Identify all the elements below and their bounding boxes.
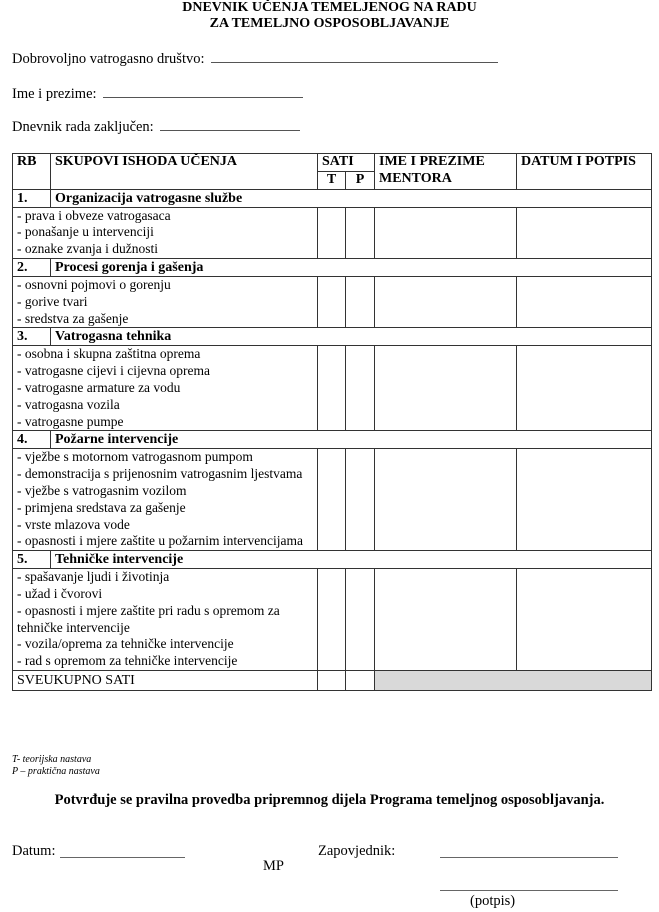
confirmation-text: Potvrđuje se pravilna provedba pripremnog dijela Programa temeljnog osposobljavanja.: [54, 792, 605, 808]
outcome-item: - vježbe s vatrogasnim vozilom: [17, 482, 187, 498]
p-hours-cell[interactable]: [346, 449, 375, 551]
zapovjednik-blank[interactable]: [440, 857, 618, 858]
field-drustvo: [12, 51, 498, 68]
outcome-item: - ponašanje u intervenciji: [17, 224, 154, 240]
section-number: 4.: [13, 431, 51, 449]
ime-blank[interactable]: [103, 96, 303, 98]
section-number: 5.: [13, 551, 51, 569]
outcome-item: - vatrogasne armature za vodu: [17, 379, 181, 395]
outcome-item: - vježbe s motornom vatrogasnom pumpom: [17, 449, 253, 465]
section-title: Požarne intervencije: [51, 431, 652, 449]
datum-potpis-cell[interactable]: [517, 207, 652, 258]
drustvo-blank[interactable]: [211, 61, 498, 63]
datum-potpis-cell[interactable]: [517, 569, 652, 671]
header-mentor: IME I PREZIME MENTORA: [375, 154, 517, 190]
total-label: SVEUKUPNO SATI: [13, 670, 318, 690]
note-t: T- teorijska nastava: [12, 754, 92, 765]
section-title: Procesi gorenja i gašenja: [51, 258, 652, 276]
outcome-list: [13, 569, 318, 671]
mentor-cell[interactable]: [375, 207, 517, 258]
p-hours-cell[interactable]: [346, 207, 375, 258]
outcome-item: - osnovni pojmovi o gorenju: [17, 276, 171, 292]
items-row: [13, 276, 652, 327]
t-hours-cell[interactable]: [318, 346, 346, 431]
document-title-line1: DNEVNIK UČENJA TEMELJENOG NA RADU: [182, 0, 477, 15]
outcome-item: - rad s opremom za tehničke intervencije: [17, 653, 238, 669]
header-sati: SATI: [318, 154, 375, 172]
field-label: Ime i prezime:: [12, 86, 97, 102]
mentor-cell[interactable]: [375, 346, 517, 431]
learning-outcomes-table: [12, 153, 652, 691]
outcome-item: - primjena sredstava za gašenje: [17, 499, 186, 515]
section-title: Tehničke intervencije: [51, 551, 652, 569]
field-label: Dobrovoljno vatrogasno društvo:: [12, 51, 205, 67]
items-row: [13, 346, 652, 431]
t-hours-cell[interactable]: [318, 569, 346, 671]
section-row: [13, 431, 652, 449]
outcome-item: - oznake zvanja i dužnosti: [17, 241, 158, 257]
outcome-item: - demonstracija s prijenosnim vatrogasnim ljestvama: [17, 466, 303, 482]
outcome-item: - prava i obveze vatrogasaca: [17, 207, 171, 223]
potpis-label: (potpis): [470, 893, 516, 909]
total-t-cell[interactable]: [318, 670, 346, 690]
datum-blank[interactable]: [60, 857, 185, 858]
section-row: [13, 258, 652, 276]
section-title: Vatrogasna tehnika: [51, 328, 652, 346]
header-t: T: [318, 171, 346, 189]
mentor-cell[interactable]: [375, 449, 517, 551]
datum-potpis-cell[interactable]: [517, 276, 652, 327]
datum-potpis-cell[interactable]: [517, 449, 652, 551]
outcome-list: [13, 207, 318, 258]
field-label: Dnevnik rada zaključen:: [12, 119, 154, 135]
items-row: [13, 207, 652, 258]
outcome-item: - gorive tvari: [17, 293, 88, 309]
outcome-list: [13, 346, 318, 431]
section-row: [13, 189, 652, 207]
outcome-list: [13, 449, 318, 551]
t-hours-cell[interactable]: [318, 276, 346, 327]
total-row: [13, 670, 652, 690]
outcome-item: - osobna i skupna zaštitna oprema: [17, 346, 201, 362]
p-hours-cell[interactable]: [346, 276, 375, 327]
header-rb: RB: [13, 154, 51, 190]
outcome-item: - vatrogasne cijevi i cijevna oprema: [17, 363, 211, 379]
header-skupovi: SKUPOVI ISHODA UČENJA: [51, 154, 318, 190]
zapovjednik-label: Zapovjednik:: [318, 843, 396, 859]
mp-label: MP: [263, 858, 284, 874]
section-number: 1.: [13, 189, 51, 207]
outcome-item: - vatrogasne pumpe: [17, 413, 124, 429]
section-number: 2.: [13, 258, 51, 276]
items-row: [13, 569, 652, 671]
datum-label: Datum:: [12, 843, 56, 859]
total-p-cell[interactable]: [346, 670, 375, 690]
p-hours-cell[interactable]: [346, 569, 375, 671]
potpis-blank[interactable]: [440, 890, 618, 891]
zakljucen-blank[interactable]: [160, 129, 300, 131]
field-zakljucen: [12, 119, 300, 136]
outcome-item: - vrste mlazova vode: [17, 516, 130, 532]
note-p: P – praktična nastava: [12, 766, 100, 777]
outcome-item: - vozila/oprema za tehničke intervencije: [17, 636, 234, 652]
t-hours-cell[interactable]: [318, 449, 346, 551]
section-row: [13, 328, 652, 346]
outcome-list: [13, 276, 318, 327]
t-hours-cell[interactable]: [318, 207, 346, 258]
outcome-item: - užad i čvorovi: [17, 585, 103, 601]
outcome-item: - opasnosti i mjere zaštite pri radu s opremom za tehničke intervencije: [17, 602, 280, 635]
header-p: P: [346, 171, 375, 189]
datum-potpis-cell[interactable]: [517, 346, 652, 431]
field-ime: [12, 86, 303, 103]
mentor-cell[interactable]: [375, 276, 517, 327]
outcome-item: - vatrogasna vozila: [17, 396, 120, 412]
document-title-line2: ZA TEMELJNO OSPOSOBLJAVANJE: [209, 16, 450, 31]
outcome-item: - opasnosti i mjere zaštite u požarnim intervencijama: [17, 533, 304, 549]
outcome-item: - spašavanje ljudi i životinja: [17, 569, 170, 585]
outcome-item: - sredstva za gašenje: [17, 310, 129, 326]
total-shaded-cell: [375, 670, 652, 690]
section-number: 3.: [13, 328, 51, 346]
section-title: Organizacija vatrogasne službe: [51, 189, 652, 207]
header-datum: DATUM I POTPIS: [517, 154, 652, 190]
p-hours-cell[interactable]: [346, 346, 375, 431]
section-row: [13, 551, 652, 569]
items-row: [13, 449, 652, 551]
mentor-cell[interactable]: [375, 569, 517, 671]
